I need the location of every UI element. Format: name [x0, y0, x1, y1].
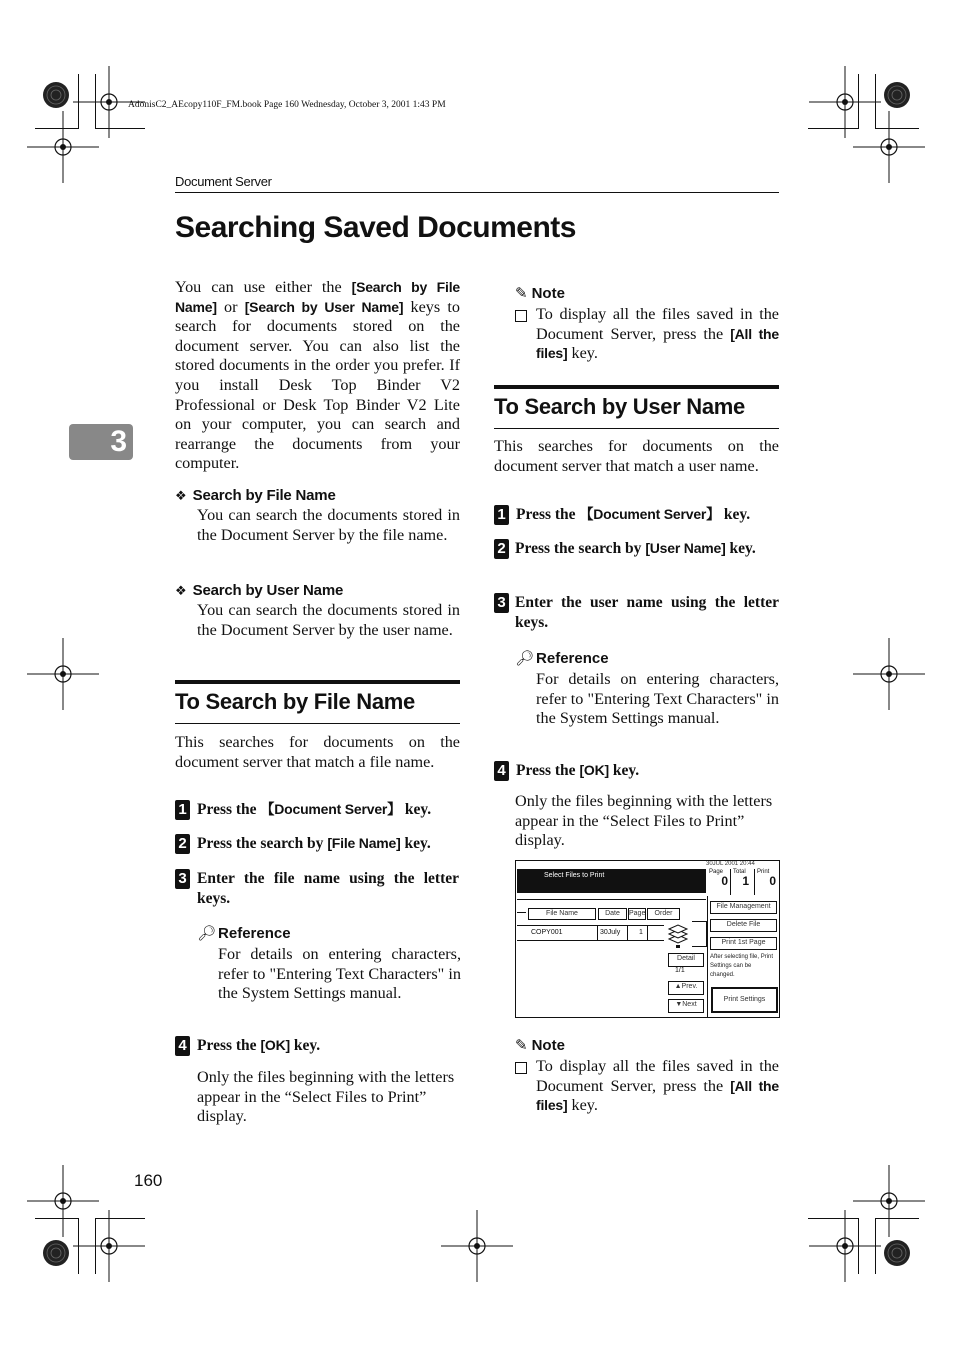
step-text: Press the 【Document Server】 key. — [197, 801, 432, 818]
note-item: To display all the files saved in the Document Server, press the [All the files] key. — [515, 305, 779, 364]
select-files-to-print-screen — [515, 860, 780, 1018]
pencil-icon: ✎ — [515, 1038, 528, 1054]
chapter-tab-number: 3 — [110, 425, 127, 458]
detail-button[interactable]: Detail — [668, 953, 704, 967]
reference-text: For details on entering characters, refer to "Entering Text Characters" in the System Settings manual. — [218, 945, 461, 1003]
document-stack-icon — [666, 919, 690, 949]
file-step-4 — [175, 1036, 465, 1056]
diamond-bullet-icon: ❖ — [175, 488, 187, 503]
intro-paragraph — [175, 278, 460, 474]
section-rule-thick — [175, 680, 460, 684]
file-row[interactable] — [517, 925, 664, 941]
step-text: Press the [OK] key. — [197, 1037, 321, 1054]
user-reference — [515, 649, 779, 729]
screen-status-bar: 30JUL 2001 20:44 — [706, 861, 755, 867]
step-number: 1 — [494, 505, 509, 525]
reference-text: For details on entering characters, refer to "Entering Text Characters" in the System Settings manual. — [536, 670, 779, 728]
print-first-page-button[interactable]: Print 1st Page — [710, 937, 777, 950]
user-step-4 — [494, 761, 784, 781]
user-step-1 — [494, 505, 784, 525]
screen-counters — [707, 869, 778, 895]
bullet-text: You can search the documents stored in the Document Server by the file name. — [197, 506, 460, 544]
step-number: 4 — [175, 1036, 190, 1056]
user-step-2 — [494, 539, 779, 559]
file-step-3 — [175, 869, 465, 908]
file-section-intro: This searches for documents on the document server that match a file name. — [175, 733, 460, 771]
delete-file-button[interactable]: Delete File — [710, 919, 777, 932]
note-item: To display all the files saved in the Document Server, press the [All the files] key. — [515, 1057, 779, 1116]
print-header: AdonisC2_AEcopy110F_FM.book Page 160 Wednesday, October 3, 2001 1:43 PM — [128, 100, 446, 110]
running-header: Document Server — [175, 174, 272, 189]
section-rule-thick — [494, 385, 779, 389]
step-text: Press the 【Document Server】 key. — [516, 506, 751, 523]
file-row-date: 30July — [600, 929, 621, 936]
note-top — [515, 284, 779, 364]
counter-page: Page 0 — [707, 869, 731, 895]
file-step-2 — [175, 834, 465, 854]
all-the-files-key: [All the files] — [536, 325, 779, 362]
magnifier-icon: 🔎︎ — [197, 926, 217, 942]
section-heading-file-name: To Search by File Name — [175, 689, 415, 714]
section-rule-thin — [494, 428, 779, 429]
file-step-1 — [175, 800, 465, 820]
step-number: 3 — [175, 869, 190, 889]
screen-title-bar: Select Files to Print — [517, 869, 706, 893]
page-indicator: 1/1 — [675, 967, 685, 974]
step-number: 4 — [494, 761, 509, 781]
diamond-bullet-icon: ❖ — [175, 583, 187, 598]
note-label: Note — [531, 285, 565, 302]
note-label: Note — [531, 1037, 565, 1054]
file-row-name: COPY001 — [531, 929, 563, 936]
step-text: Press the search by [User Name] key. — [515, 540, 756, 557]
previous-button[interactable]: ▲Prev. — [668, 981, 704, 995]
bullet-title: Search by User Name — [192, 582, 344, 599]
bullet-search-by-file-name — [175, 487, 460, 545]
checkbox-bullet-icon — [515, 1062, 527, 1074]
step-number: 3 — [494, 593, 509, 613]
step-text: Press the search by [File Name] key. — [197, 835, 431, 852]
step-text: Enter the user name using the letter keys. — [515, 594, 779, 631]
section-heading-user-name: To Search by User Name — [494, 394, 745, 419]
next-button[interactable]: ▼Next — [668, 999, 704, 1013]
file-step-4-text: Only the files beginning with the letters appear in the “Select Files to Print” display. — [197, 1068, 455, 1126]
intro-text-2: or — [216, 297, 245, 316]
bullet-text: You can search the documents stored in the Document Server by the user name. — [197, 601, 460, 639]
column-page[interactable]: Page — [628, 908, 646, 920]
print-settings-button[interactable]: Print Settings — [711, 987, 778, 1013]
magnifier-icon: 🔎︎ — [515, 651, 535, 667]
page-title: Searching Saved Documents — [175, 211, 576, 244]
user-step-4-text: Only the files beginning with the letters appear in the “Select Files to Print” display. — [515, 792, 773, 850]
intro-text-3: keys to search for documents stored on the document server. You can also list the stored documents in the order you prefer. If you install Desk Top Binder V2 Professional or Desk Top Binder V2 Lite on your computer, you can search and rearrange the documents from your computer. — [175, 297, 461, 473]
column-order[interactable]: Order — [647, 908, 680, 920]
step-number: 2 — [494, 539, 509, 559]
intro-text-1: You can use either the — [175, 278, 352, 296]
reference-label: Reference — [218, 925, 291, 942]
chapter-tab — [69, 424, 133, 460]
checkbox-bullet-icon — [515, 310, 527, 322]
step-number: 2 — [175, 834, 190, 854]
section-rule-thin — [175, 723, 460, 724]
step-text: Press the [OK] key. — [516, 762, 640, 779]
all-the-files-key: [All the files] — [536, 1077, 779, 1114]
print-settings-info: After selecting file, Print Settings can be changed. — [710, 954, 774, 978]
header-rule — [175, 192, 779, 193]
reference-label: Reference — [536, 650, 609, 667]
counter-total: Total 1 — [731, 869, 755, 895]
file-reference — [197, 924, 461, 1004]
step-text: Enter the file name using the letter keys. — [197, 870, 459, 907]
file-management-button[interactable]: File Management — [710, 901, 777, 914]
note-bottom — [515, 1036, 779, 1116]
file-row-page: 1 — [639, 929, 643, 936]
pencil-icon: ✎ — [515, 286, 528, 302]
search-by-file-name-key: [Search by File Name] — [175, 279, 460, 315]
column-date[interactable]: Date — [598, 908, 627, 920]
bullet-search-by-user-name — [175, 582, 460, 640]
search-by-user-name-key: [Search by User Name] — [244, 298, 404, 315]
user-section-intro: This searches for documents on the document server that match a user name. — [494, 437, 779, 475]
bullet-title: Search by File Name — [192, 487, 336, 504]
counter-print: Print 0 — [757, 869, 776, 888]
user-step-3 — [494, 593, 779, 632]
column-file-name[interactable]: File Name — [528, 908, 596, 920]
step-number: 1 — [175, 800, 190, 820]
page-number: 160 — [134, 1171, 163, 1190]
